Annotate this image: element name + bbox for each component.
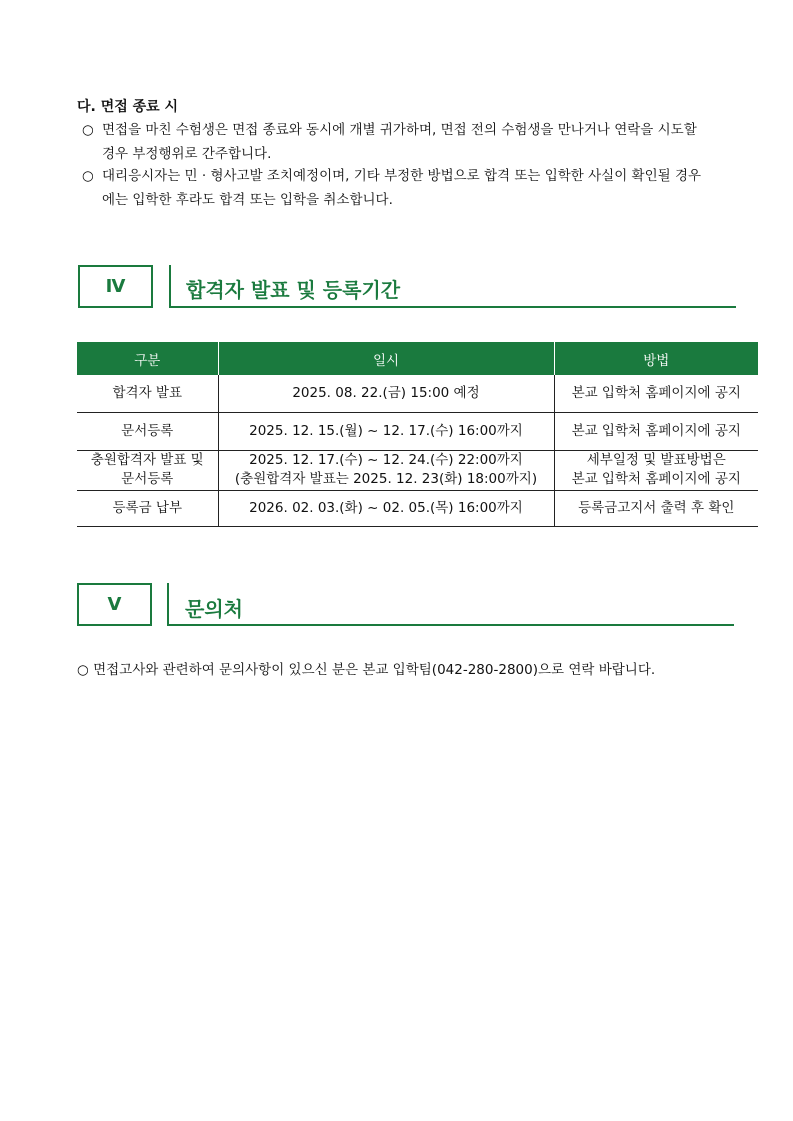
bullet-text-line2: 에는 입학한 후라도 합격 또는 입학을 취소합니다. xyxy=(102,192,393,208)
table-row xyxy=(77,412,758,450)
contact-info xyxy=(77,658,655,678)
bullet-text-line1: 면접을 마친 수험생은 면접 종료와 동시에 개별 귀가하며, 면접 전의 수험생을 만나거나 연락을 시도할 xyxy=(102,122,697,138)
column-header: 방법 xyxy=(554,342,758,375)
cell-line: 2025. 12. 17.(수) ~ 12. 24.(수) 22:00까지 xyxy=(249,452,523,468)
cell-line: 문서등록 xyxy=(121,471,174,487)
datetime-cell xyxy=(218,450,554,490)
section-number-box: Ⅴ xyxy=(77,583,152,626)
table-row xyxy=(77,450,758,490)
datetime-cell: 2025. 08. 22.(금) 15:00 예정 xyxy=(218,375,554,412)
cell-line: 세부일정 및 발표방법은 xyxy=(586,452,726,468)
cell-line: (충원합격자 발표는 2025. 12. 23(화) 18:00까지) xyxy=(234,471,538,487)
cell-line: 충원합격자 발표 및 xyxy=(90,452,204,468)
datetime-cell: 2026. 02. 03.(화) ~ 02. 05.(목) 16:00까지 xyxy=(218,490,554,526)
notice-bullet-2 xyxy=(82,164,742,212)
cell-line: 본교 입학처 홈페이지에 공지 xyxy=(571,471,741,487)
section-title-frame xyxy=(167,583,734,626)
method-cell xyxy=(554,450,758,490)
category-cell: 등록금 납부 xyxy=(77,490,218,526)
bullet-text-line2: 경우 부정행위로 간주합니다. xyxy=(102,146,272,162)
bullet-text-line1: 대리응시자는 민 · 형사고발 조치예정이며, 기타 부정한 방법으로 합격 또는 입학한 사실이 확인될 경우 xyxy=(102,168,702,184)
column-header: 구분 xyxy=(77,342,218,375)
table-header-row xyxy=(77,342,758,375)
datetime-cell: 2025. 12. 15.(월) ~ 12. 17.(수) 16:00까지 xyxy=(218,412,554,450)
table-row xyxy=(77,375,758,412)
section-number-box: Ⅳ xyxy=(78,265,153,308)
category-cell: 합격자 발표 xyxy=(77,375,218,412)
circle-bullet-icon: ○ xyxy=(82,168,94,184)
table-row xyxy=(77,490,758,526)
schedule-table xyxy=(77,342,758,527)
category-cell: 문서등록 xyxy=(77,412,218,450)
section-title: 문의처 xyxy=(185,597,243,621)
contact-text: 면접고사와 관련하여 문의사항이 있으신 분은 본교 입학팀(042-280-2800)으로 연락 바랍니다. xyxy=(93,662,656,678)
circle-bullet-icon: ○ xyxy=(77,662,89,678)
method-cell: 등록금고지서 출력 후 확인 xyxy=(554,490,758,526)
section-title: 합격자 발표 및 등록기간 xyxy=(186,278,401,302)
notice-bullet-1 xyxy=(82,118,742,166)
method-cell: 본교 입학처 홈페이지에 공지 xyxy=(554,375,758,412)
method-cell: 본교 입학처 홈페이지에 공지 xyxy=(554,412,758,450)
category-cell xyxy=(77,450,218,490)
column-header: 일시 xyxy=(218,342,554,375)
subsection-heading: 다. 면접 종료 시 xyxy=(77,99,179,115)
circle-bullet-icon: ○ xyxy=(82,122,94,138)
